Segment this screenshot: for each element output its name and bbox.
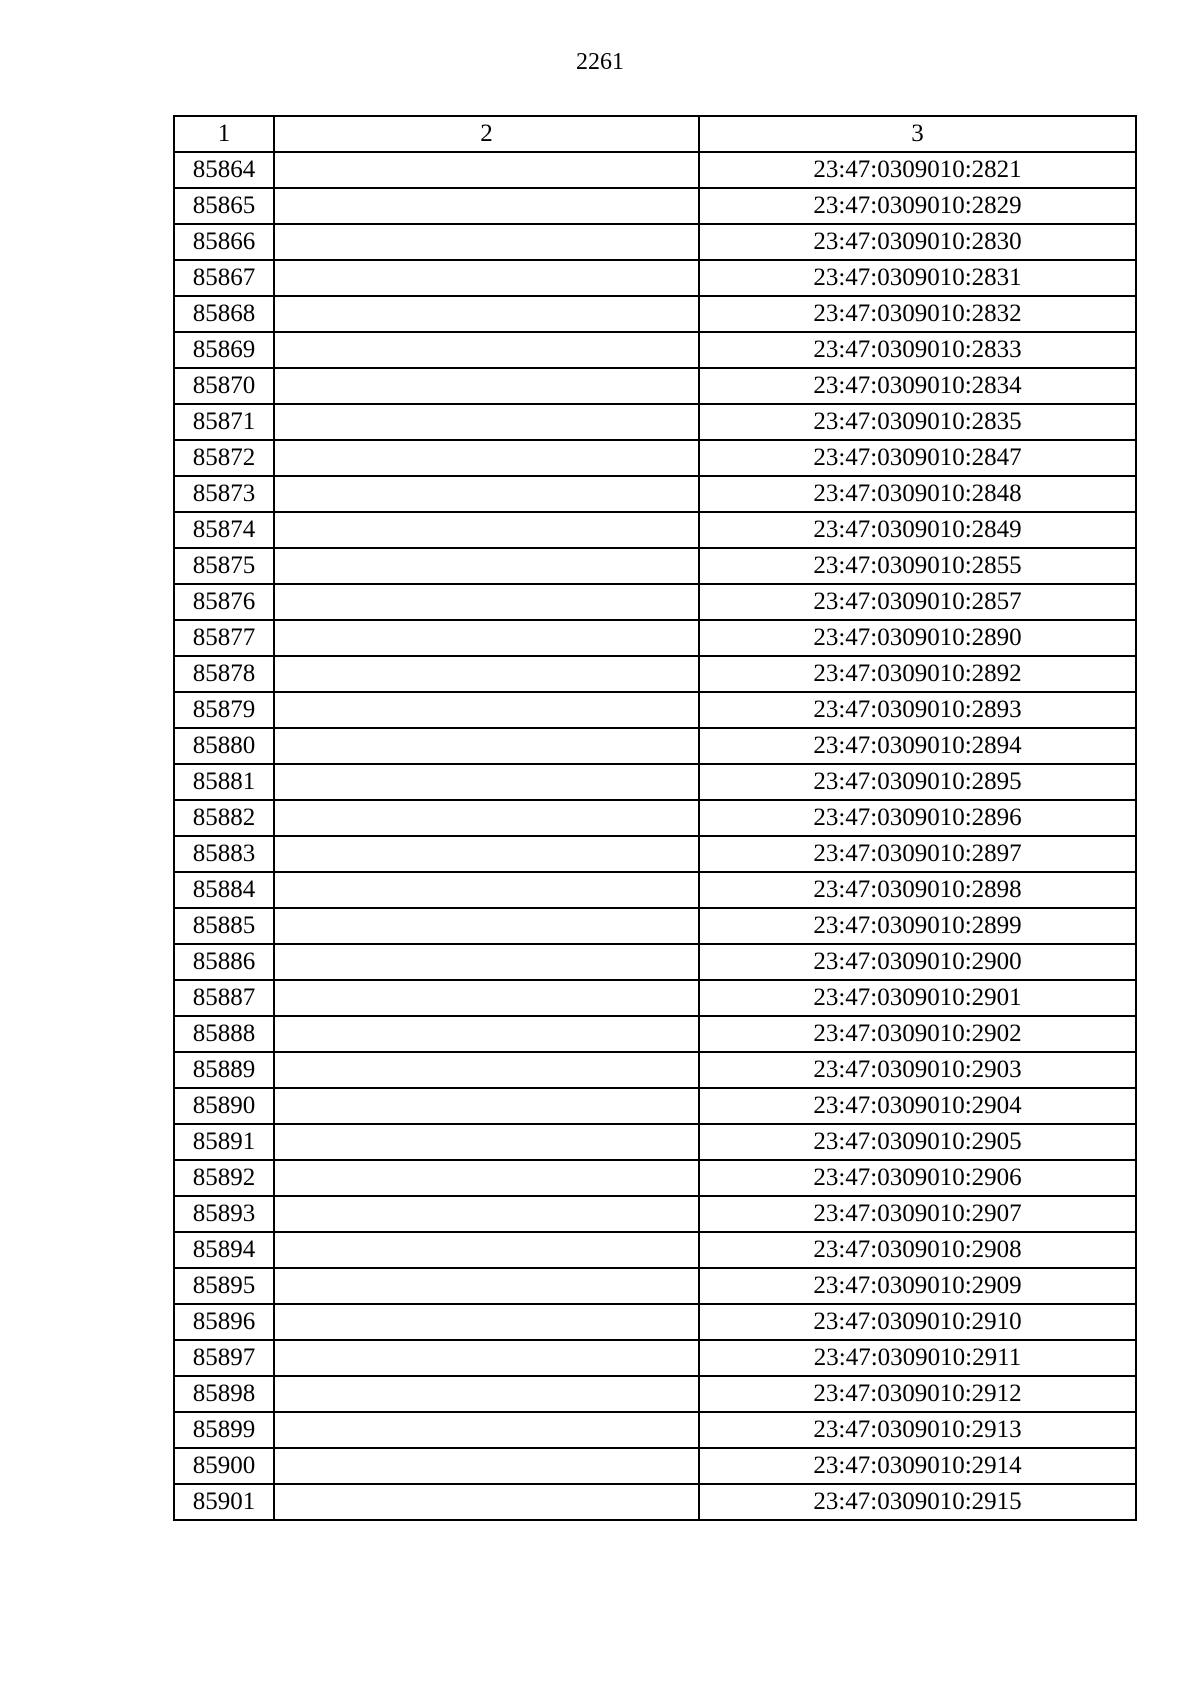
- cadastral-number-cell: 23:47:0309010:2834: [699, 368, 1136, 404]
- row-number-cell: 85864: [174, 152, 274, 188]
- table-row: [174, 908, 1136, 944]
- cadastral-number-cell: 23:47:0309010:2894: [699, 728, 1136, 764]
- table-row: [174, 368, 1136, 404]
- row-number-cell: 85890: [174, 1088, 274, 1124]
- cadastral-number-cell: 23:47:0309010:2833: [699, 332, 1136, 368]
- table-row: [174, 1196, 1136, 1232]
- name-cell: [274, 1160, 699, 1196]
- cadastral-number-cell: 23:47:0309010:2835: [699, 404, 1136, 440]
- row-number-cell: 85895: [174, 1268, 274, 1304]
- table-row: [174, 692, 1136, 728]
- cadastral-number-cell: 23:47:0309010:2849: [699, 512, 1136, 548]
- table-row: [174, 1448, 1136, 1484]
- name-cell: [274, 260, 699, 296]
- name-cell: [274, 1376, 699, 1412]
- row-number-cell: 85867: [174, 260, 274, 296]
- row-number-cell: 85891: [174, 1124, 274, 1160]
- name-cell: [274, 1412, 699, 1448]
- header-cell-1: 1: [174, 116, 274, 152]
- table-row: [174, 728, 1136, 764]
- row-number-cell: 85896: [174, 1304, 274, 1340]
- table-row: [174, 800, 1136, 836]
- table-row: [174, 1376, 1136, 1412]
- table-row: [174, 188, 1136, 224]
- table-row: [174, 836, 1136, 872]
- name-cell: [274, 152, 699, 188]
- name-cell: [274, 368, 699, 404]
- header-cell-3: 3: [699, 116, 1136, 152]
- table-row: [174, 1160, 1136, 1196]
- table-row: [174, 1268, 1136, 1304]
- name-cell: [274, 1232, 699, 1268]
- cadastral-number-cell: 23:47:0309010:2890: [699, 620, 1136, 656]
- table-row: [174, 404, 1136, 440]
- name-cell: [274, 1340, 699, 1376]
- cadastral-number-cell: 23:47:0309010:2915: [699, 1484, 1136, 1520]
- table-row: [174, 440, 1136, 476]
- table-header: [174, 116, 1136, 152]
- table-row: [174, 332, 1136, 368]
- table-row: [174, 260, 1136, 296]
- row-number-cell: 85889: [174, 1052, 274, 1088]
- cadastral-number-cell: 23:47:0309010:2848: [699, 476, 1136, 512]
- name-cell: [274, 692, 699, 728]
- table-row: [174, 512, 1136, 548]
- name-cell: [274, 1304, 699, 1340]
- cadastral-number-cell: 23:47:0309010:2901: [699, 980, 1136, 1016]
- cadastral-number-cell: 23:47:0309010:2906: [699, 1160, 1136, 1196]
- table-row: [174, 548, 1136, 584]
- row-number-cell: 85880: [174, 728, 274, 764]
- row-number-cell: 85865: [174, 188, 274, 224]
- cadastral-number-cell: 23:47:0309010:2914: [699, 1448, 1136, 1484]
- row-number-cell: 85888: [174, 1016, 274, 1052]
- name-cell: [274, 332, 699, 368]
- row-number-cell: 85893: [174, 1196, 274, 1232]
- name-cell: [274, 1016, 699, 1052]
- cadastral-number-cell: 23:47:0309010:2832: [699, 296, 1136, 332]
- table-row: [174, 1304, 1136, 1340]
- table-row: [174, 620, 1136, 656]
- row-number-cell: 85901: [174, 1484, 274, 1520]
- registry-table: [173, 115, 1137, 1521]
- cadastral-number-cell: 23:47:0309010:2895: [699, 764, 1136, 800]
- row-number-cell: 85892: [174, 1160, 274, 1196]
- cadastral-number-cell: 23:47:0309010:2908: [699, 1232, 1136, 1268]
- row-number-cell: 85876: [174, 584, 274, 620]
- name-cell: [274, 1268, 699, 1304]
- cadastral-number-cell: 23:47:0309010:2905: [699, 1124, 1136, 1160]
- table-row: [174, 584, 1136, 620]
- table-row: [174, 1088, 1136, 1124]
- table-row: [174, 764, 1136, 800]
- cadastral-number-cell: 23:47:0309010:2912: [699, 1376, 1136, 1412]
- header-cell-2: 2: [274, 116, 699, 152]
- name-cell: [274, 872, 699, 908]
- row-number-cell: 85882: [174, 800, 274, 836]
- row-number-cell: 85872: [174, 440, 274, 476]
- cadastral-number-cell: 23:47:0309010:2899: [699, 908, 1136, 944]
- row-number-cell: 85877: [174, 620, 274, 656]
- row-number-cell: 85878: [174, 656, 274, 692]
- name-cell: [274, 1124, 699, 1160]
- table-row: [174, 1052, 1136, 1088]
- row-number-cell: 85871: [174, 404, 274, 440]
- row-number-cell: 85869: [174, 332, 274, 368]
- cadastral-number-cell: 23:47:0309010:2847: [699, 440, 1136, 476]
- page-number: 2261: [576, 49, 624, 75]
- name-cell: [274, 512, 699, 548]
- row-number-cell: 85875: [174, 548, 274, 584]
- row-number-cell: 85887: [174, 980, 274, 1016]
- name-cell: [274, 980, 699, 1016]
- cadastral-number-cell: 23:47:0309010:2897: [699, 836, 1136, 872]
- table-row: [174, 1340, 1136, 1376]
- header-row: [174, 116, 1136, 152]
- name-cell: [274, 1484, 699, 1520]
- table-row: [174, 224, 1136, 260]
- table-body: [174, 152, 1136, 1520]
- cadastral-number-cell: 23:47:0309010:2831: [699, 260, 1136, 296]
- cadastral-number-cell: 23:47:0309010:2907: [699, 1196, 1136, 1232]
- cadastral-number-cell: 23:47:0309010:2900: [699, 944, 1136, 980]
- table-row: [174, 1484, 1136, 1520]
- name-cell: [274, 1448, 699, 1484]
- row-number-cell: 85870: [174, 368, 274, 404]
- name-cell: [274, 800, 699, 836]
- cadastral-number-cell: 23:47:0309010:2909: [699, 1268, 1136, 1304]
- cadastral-number-cell: 23:47:0309010:2857: [699, 584, 1136, 620]
- table-row: [174, 1016, 1136, 1052]
- cadastral-number-cell: 23:47:0309010:2910: [699, 1304, 1136, 1340]
- row-number-cell: 85885: [174, 908, 274, 944]
- name-cell: [274, 764, 699, 800]
- row-number-cell: 85873: [174, 476, 274, 512]
- row-number-cell: 85881: [174, 764, 274, 800]
- cadastral-number-cell: 23:47:0309010:2830: [699, 224, 1136, 260]
- name-cell: [274, 404, 699, 440]
- row-number-cell: 85894: [174, 1232, 274, 1268]
- name-cell: [274, 1052, 699, 1088]
- cadastral-number-cell: 23:47:0309010:2893: [699, 692, 1136, 728]
- table-row: [174, 1124, 1136, 1160]
- table-row: [174, 1232, 1136, 1268]
- row-number-cell: 85868: [174, 296, 274, 332]
- name-cell: [274, 440, 699, 476]
- row-number-cell: 85900: [174, 1448, 274, 1484]
- name-cell: [274, 296, 699, 332]
- table-row: [174, 980, 1136, 1016]
- name-cell: [274, 1196, 699, 1232]
- name-cell: [274, 728, 699, 764]
- cadastral-number-cell: 23:47:0309010:2904: [699, 1088, 1136, 1124]
- cadastral-number-cell: 23:47:0309010:2902: [699, 1016, 1136, 1052]
- cadastral-number-cell: 23:47:0309010:2896: [699, 800, 1136, 836]
- cadastral-number-cell: 23:47:0309010:2898: [699, 872, 1136, 908]
- cadastral-number-cell: 23:47:0309010:2855: [699, 548, 1136, 584]
- table-row: [174, 476, 1136, 512]
- cadastral-number-cell: 23:47:0309010:2913: [699, 1412, 1136, 1448]
- cadastral-number-cell: 23:47:0309010:2911: [699, 1340, 1136, 1376]
- row-number-cell: 85879: [174, 692, 274, 728]
- name-cell: [274, 188, 699, 224]
- table-row: [174, 296, 1136, 332]
- table-row: [174, 872, 1136, 908]
- cadastral-number-cell: 23:47:0309010:2829: [699, 188, 1136, 224]
- name-cell: [274, 476, 699, 512]
- table-row: [174, 1412, 1136, 1448]
- name-cell: [274, 908, 699, 944]
- row-number-cell: 85866: [174, 224, 274, 260]
- name-cell: [274, 656, 699, 692]
- cadastral-number-cell: 23:47:0309010:2892: [699, 656, 1136, 692]
- row-number-cell: 85884: [174, 872, 274, 908]
- name-cell: [274, 1088, 699, 1124]
- table-row: [174, 656, 1136, 692]
- cadastral-number-cell: 23:47:0309010:2903: [699, 1052, 1136, 1088]
- row-number-cell: 85874: [174, 512, 274, 548]
- table-row: [174, 152, 1136, 188]
- name-cell: [274, 548, 699, 584]
- name-cell: [274, 224, 699, 260]
- row-number-cell: 85898: [174, 1376, 274, 1412]
- cadastral-number-cell: 23:47:0309010:2821: [699, 152, 1136, 188]
- row-number-cell: 85899: [174, 1412, 274, 1448]
- name-cell: [274, 944, 699, 980]
- row-number-cell: 85897: [174, 1340, 274, 1376]
- name-cell: [274, 620, 699, 656]
- name-cell: [274, 584, 699, 620]
- row-number-cell: 85886: [174, 944, 274, 980]
- row-number-cell: 85883: [174, 836, 274, 872]
- table-row: [174, 944, 1136, 980]
- name-cell: [274, 836, 699, 872]
